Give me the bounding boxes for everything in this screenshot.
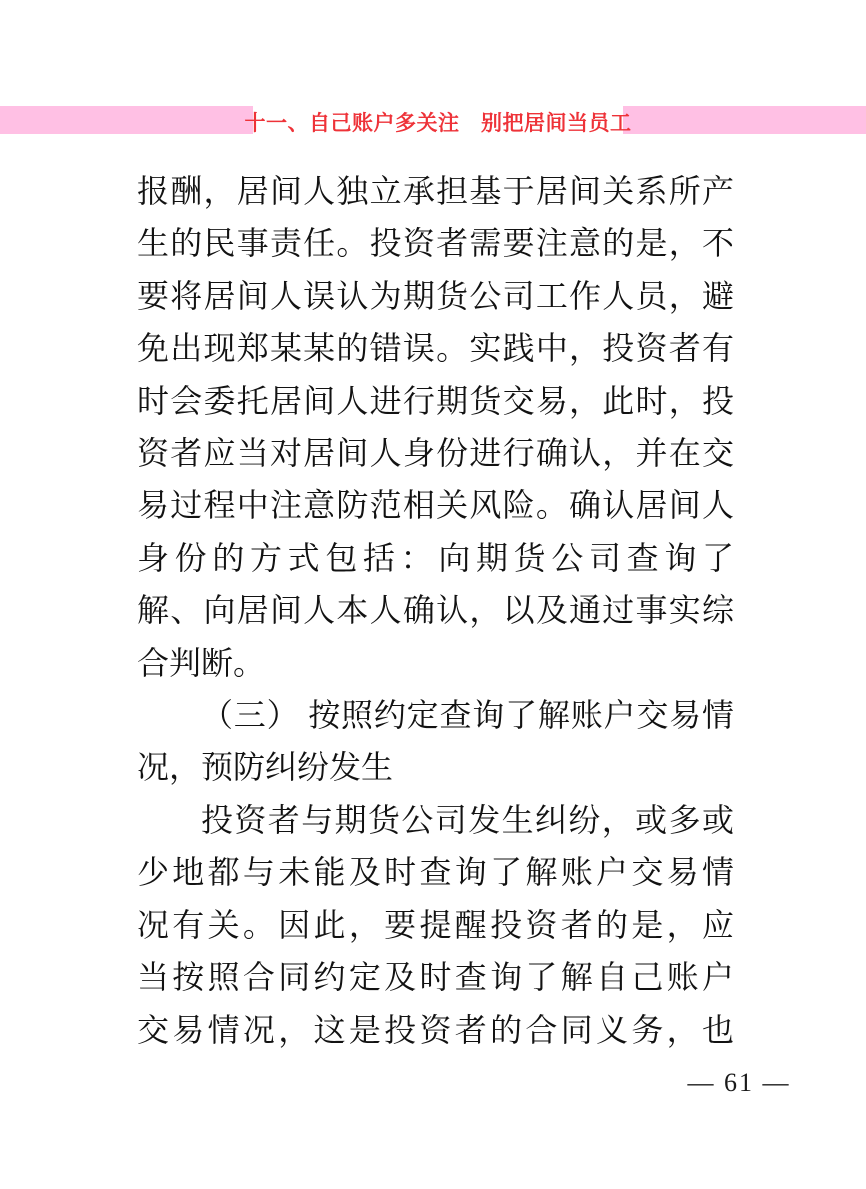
text-line: 当按照合同约定及时查询了解自己账户 — [137, 959, 734, 996]
text-line: 易过程中注意防范相关风险。确认居间人 — [137, 487, 734, 524]
text-line: 免出现郑某某的错误。实践中，投资者有 — [137, 330, 734, 367]
text-line: 投资者与期货公司发生纠纷，或多或 — [201, 801, 734, 838]
text-line: 况有关。因此，要提醒投资者的是，应 — [137, 906, 734, 943]
text-line: 身份的方式包括：向期货公司查询了 — [137, 539, 734, 576]
section-heading-line: 况，预防纠纷发生 — [137, 749, 394, 786]
text-line: 要将居间人误认为期货公司工作人员，避 — [137, 277, 734, 314]
section-heading-line: （三） 按照约定查询了解账户交易情 — [201, 697, 734, 734]
text-line: 报酬，居间人独立承担基于居间关系所产 — [137, 173, 734, 209]
text-line: 交易情况，这是投资者的合同义务，也 — [137, 1011, 734, 1048]
chapter-title: 十一、自己账户多关注 别把居间当员工 — [244, 112, 632, 135]
text-line: 生的民事责任。投资者需要注意的是，不 — [137, 225, 734, 262]
text-line: 时会委托居间人进行期货交易，此时，投 — [137, 382, 734, 419]
text-line: 资者应当对居间人身份进行确认，并在交 — [137, 435, 734, 472]
text-line: 少地都与未能及时查询了解账户交易情 — [137, 854, 734, 891]
header-band — [0, 106, 866, 134]
body-text-block — [137, 165, 734, 1056]
chapter-title-box — [244, 104, 632, 140]
text-line: 合判断。 — [137, 644, 266, 681]
page-number: — 61 — — [687, 1068, 791, 1097]
text-line: 解、向居间人本人确认，以及通过事实综 — [137, 592, 734, 629]
